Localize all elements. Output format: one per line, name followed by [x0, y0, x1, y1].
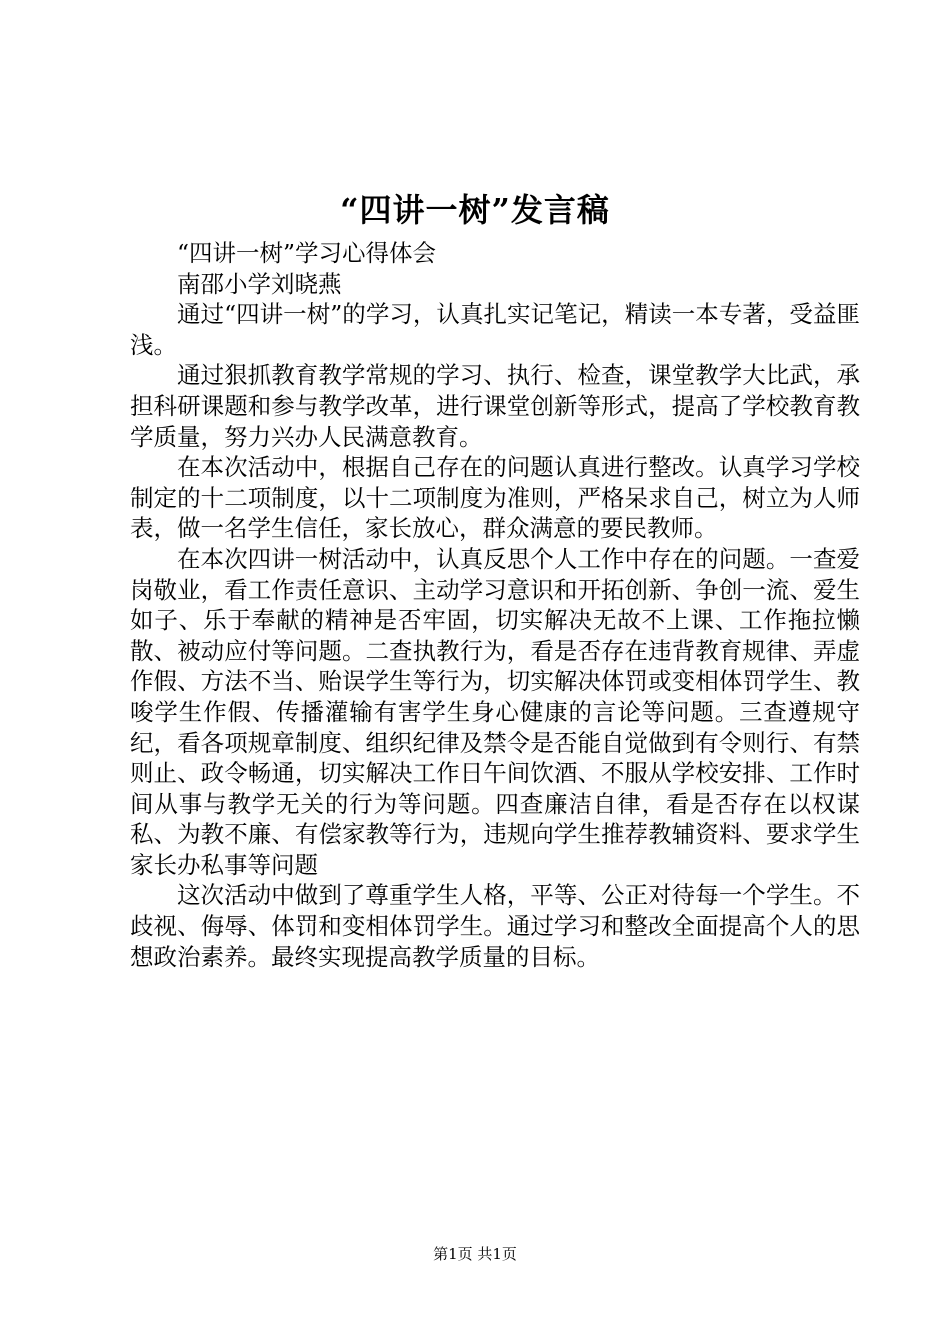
- paragraph-subtitle: “四讲一树”学习心得体会: [177, 239, 437, 267]
- page-footer: 第1页 共1页: [433, 1245, 517, 1263]
- paragraph: 这次活动中做到了尊重学生人格，平等、公正对待每一个学生。不歧视、侮辱、体罚和变相体罚学生。通过学习和整改全面提高个人的思想政治素养。最终实现提高教学质量的目标。: [130, 881, 860, 971]
- document-title: “四讲一树”发言稿: [340, 191, 610, 229]
- paragraph: 在本次四讲一树活动中，认真反思个人工作中存在的问题。一查爱岗敬业，看工作责任意识、主动学习意识和开拓创新、争创一流、爱生如子、乐于奉献的精神是否牢固，切实解决无故不上课、工作拖拉懒散、被动应付等问题。二查执教行为，看是否存在违背教育规律、弄虚作假、方法不当、贻误学生等行为，切实解决体罚或变相体罚学生、教唆学生作假、传播灌输有害学生身心健康的言论等问题。三查遵规守纪，看各项规章制度、组织纪律及禁令是否能自觉做到有令则行、有禁则止、政令畅通，切实解决工作日午间饮酒、不服从学校安排、工作时间从事与教学无关的行为等问题。四查廉洁自律，看是否存在以权谋私、为教不廉、有偿家教等行为，违规向学生推荐教辅资料、要求学生家长办私事等问题: [130, 544, 860, 879]
- paragraph-author: 南邵小学刘晓燕: [177, 269, 342, 298]
- paragraph: 在本次活动中，根据自己存在的问题认真进行整改。认真学习学校制定的十二项制度，以十二项制度为准则，严格呆求自己，树立为人师表，做一名学生信任，家长放心，群众满意的要民教师。: [130, 453, 860, 543]
- paragraph: 通过“四讲一树”的学习，认真扎实记笔记，精读一本专著，受益匪浅。: [130, 300, 860, 359]
- document-body: [130, 238, 860, 972]
- paragraph: 通过狠抓教育教学常规的学习、执行、检查，课堂教学大比武，承担科研课题和参与教学改革，进行课堂创新等形式，提高了学校教育教学质量，努力兴办人民满意教育。: [130, 361, 860, 451]
